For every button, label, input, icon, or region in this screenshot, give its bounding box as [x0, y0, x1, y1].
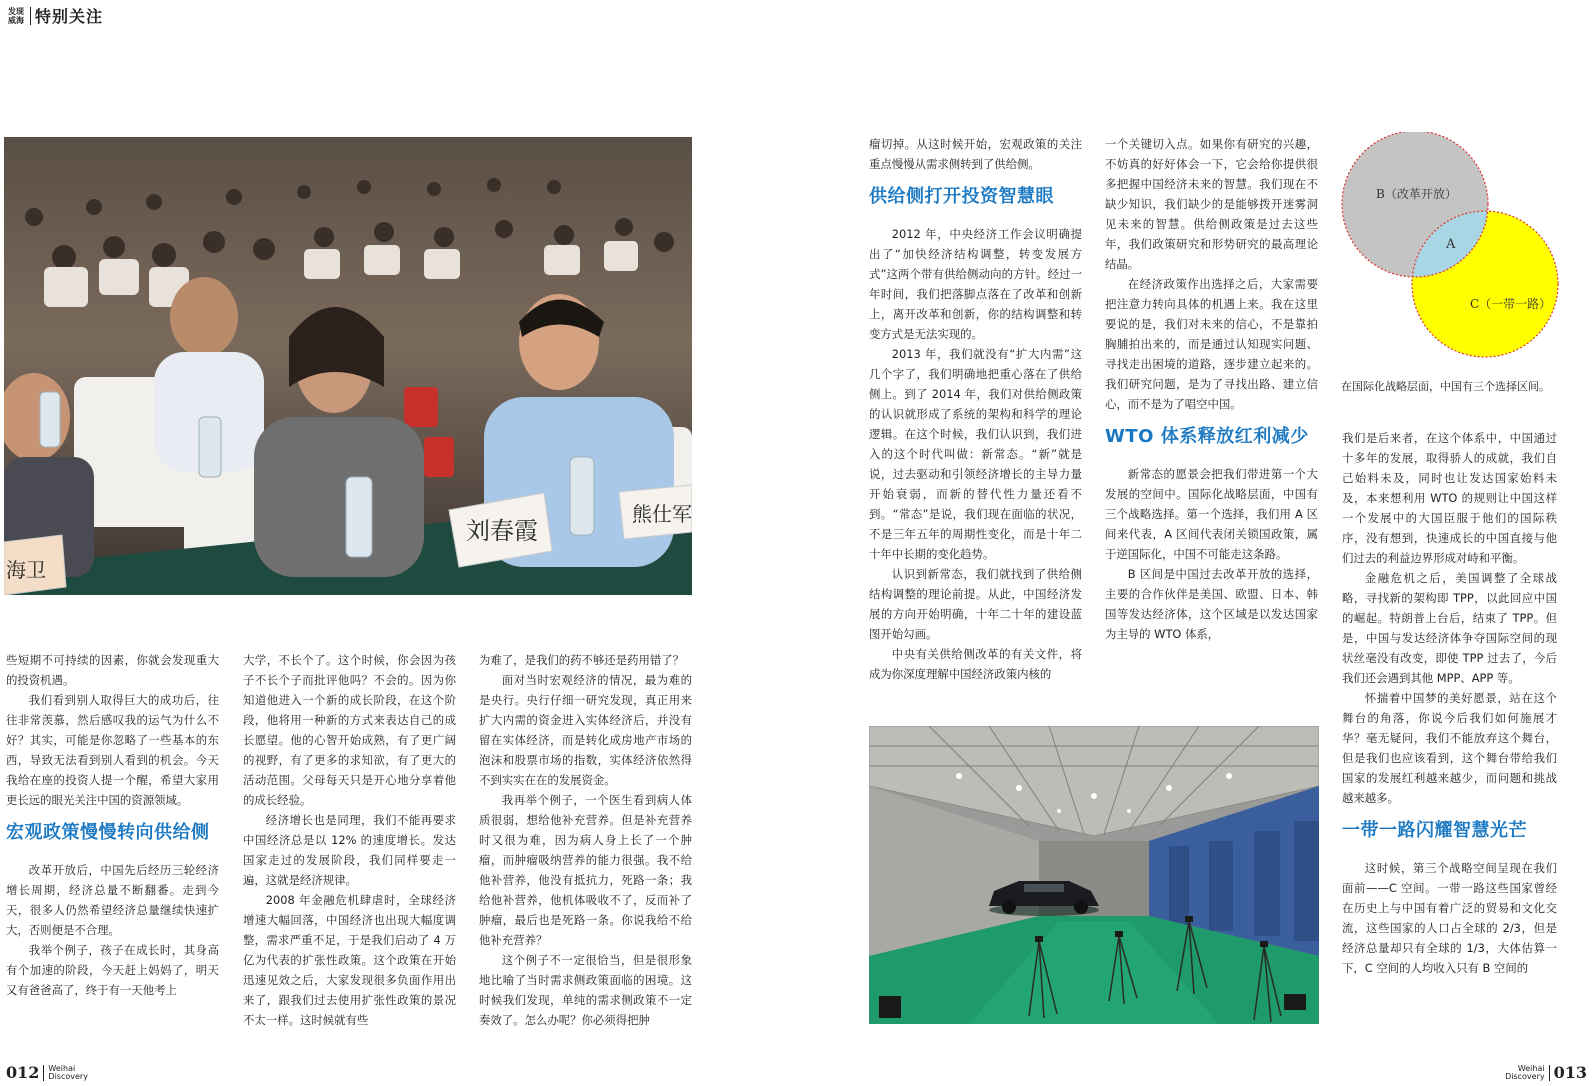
page-number: 012 [6, 1063, 40, 1082]
magazine-brand: Weihai Discovery [1505, 1063, 1545, 1081]
article-column-5 [1105, 134, 1318, 644]
name-card-text: 熊仕军 [632, 502, 692, 526]
paragraph: 2008 年金融危机肆虐时，全球经济增速大幅回落，中国经济也出现大幅度调整，需求严重不足，于是我们启动了 4 万亿为代表的扩张性政策。这个政策在开始迅速见效之后，大家发现很多负面作用出来了，跟我们过去使用扩张性政策的景况不太一样。这时候就有些 [243, 893, 456, 1027]
name-card-text: 海卫 [6, 558, 46, 582]
paragraph: 些短期不可持续的因素，你就会发现重大的投资机遇。 [6, 653, 219, 687]
page-number-right [1505, 1063, 1587, 1082]
folio-divider [43, 1065, 44, 1081]
paragraph: 在经济政策作出选择之后，大家需要把注意力转向具体的机遇上来。我在这里要说的是，我们对未来的信心，不是靠拍胸脯拍出来的，而是通过认知现实问题、寻找走出困境的道路，逐步建立起来的。我们研究问题，是为了寻找出路、建立信心，而不是为了唱空中国。 [1105, 277, 1318, 411]
conference-photo-image [4, 137, 692, 595]
article-column-1 [6, 650, 219, 1000]
paragraph: 经济增长也是同理，我们不能再要求中国经济总是以 12% 的速度增长。发达国家走过的发展阶段，我们同样要走一遍，这就是经济规律。 [243, 813, 456, 887]
paragraph: 为难了，是我们的药不够还是药用错了？ [479, 653, 685, 667]
paragraph: 2013 年，我们就没有“扩大内需”这几个字了，我们明确地把重心落在了供给侧上。到了 2014 年，我们对供给侧政策的认识就形成了系统的架构和科学的理论逻辑。在这个时候，我们认识到，我们进入的这个时代叫做：新常态。“新”就是说，过去驱动和引领经济增长的主导力量开始衰弱，而新的替代性力量还看不到。“常态”是说，我们现在面临的状况，不是三年五年的周期性变化，而是十年二十年中长期的变化趋势。 [869, 347, 1082, 561]
paragraph: 面对当时宏观经济的情况，最为难的是央行。央行仔细一研究发现，真正用来扩大内需的资金进入实体经济后，并没有留在实体经济，而是转化成房地产市场的泡沫和股票市场的指数，实体经济依然得不到实实在在的发展资金。 [479, 673, 692, 787]
paragraph: 大学，不长个了。这个时候，你会因为孩子不长个子而批评他吗？不会的。因为你知道他进入一个新的成长阶段，在这个阶段，他将用一种新的方式来表达自己的成长愿望。他的心智开始成熟，有了更广阔的视野，有了更多的求知欲，有了更大的活动范围。父母每天只是开心地分享着他的成长经验。 [243, 653, 456, 807]
paragraph: 认识到新常态，我们就找到了供给侧结构调整的理论前提。从此，中国经济发展的方向开始明确，十年二十年的建设蓝图开始勾画。 [869, 567, 1082, 641]
header-divider [30, 7, 31, 25]
paragraph: 改革开放后，中国先后经历三轮经济增长周期，经济总量不断翻番。走到今天，很多人仍然希望经济总量继续快速扩大，否则便是不合理。 [6, 863, 219, 937]
paragraph: 我们是后来者，在这个体系中，中国通过十多年的发展，取得骄人的成就，我们自己始料未及，同时也让发达国家始料未及，本来想利用 WTO 的规则让中国这样一个发展中的大国臣服于他们的国际秩序，没有想到，快速成长的中国直接与他们过去的利益边界形成对峙和平衡。 [1342, 431, 1557, 565]
name-card-text: 刘春霞 [466, 517, 538, 545]
article-column-2 [243, 650, 456, 1030]
paragraph: 一个关键切入点。如果你有研究的兴趣，不妨真的好好体会一下，它会给你提供很多把握中国经济未来的智慧。我们现在不缺少知识，我们缺少的是能够拨开迷雾洞见未来的智慧。供给侧政策是过去这些年，我们政策研究和形势研究的最高理论结晶。 [1105, 137, 1318, 271]
paragraph: 中央有关供给侧改革的有关文件，将成为你深度理解中国经济政策内核的 [869, 647, 1082, 681]
venn-label-b: B（改革开放） [1376, 187, 1457, 201]
section-heading: WTO 体系释放红利减少 [1105, 426, 1309, 447]
page-number: 013 [1553, 1063, 1587, 1082]
venn-diagram-svg [1340, 132, 1560, 367]
magazine-brand: Weihai Discovery [48, 1063, 88, 1081]
paragraph: 这时候，第三个战略空间呈现在我们面前——C 空间。一带一路这些国家曾经在历史上与中国有着广泛的贸易和文化交流，这些国家的人口占全球的 2/3，但是经济总量却只有全球的 1/3，大体估算一下，C 空间的人均收入只有 B 空间的 [1342, 861, 1557, 975]
paragraph: 2012 年，中央经济工作会议明确提出了“加快经济结构调整，转变发展方式”这两个带有供给侧动向的方针。经过一年时间，我们把落脚点落在了改革和创新上，离开改革和创新，你的结构调整和转变方式是无法实现的。 [869, 227, 1082, 341]
paragraph: 新常态的愿景会把我们带进第一个大发展的空间中。国际化战略层面，中国有三个战略选择。第一个选择，我们用 A 区间来代表，A 区间代表闭关锁国政策，属于逆国际化，中国不可能走这条路。 [1105, 467, 1318, 561]
article-column-3 [479, 650, 692, 1030]
venn-label-c: C（一带一路） [1470, 297, 1552, 311]
folio-divider [1549, 1065, 1550, 1081]
paragraph: 我再举个例子，一个医生看到病人体质很弱，想给他补充营养。但是补充营养时又很为难，因为病人身上长了一个肿瘤，而肿瘤吸纳营养的能力很强。我不给他补营养，他没有抵抗力，死路一条；我给他补营养，他机体吸收不了，反而补了肿瘤，最后也是死路一条。你说我给不给他补充营养？ [479, 793, 692, 947]
page-number-left [6, 1063, 88, 1082]
header-small-label: 发现 威海 [8, 6, 24, 25]
venn-caption: 在国际化战略层面，中国有三个选择区间。 [1341, 380, 1550, 393]
article-column-4 [869, 134, 1082, 684]
section-header [8, 4, 103, 27]
section-heading: 供给侧打开投资智慧眼 [869, 186, 1054, 207]
venn-label-a: A [1446, 237, 1456, 252]
paragraph: B 区间是中国过去改革开放的选择，主要的合作伙伴是美国、欧盟、日本、韩国等发达经济体，这个区域是以发达国家为主导的 WTO 体系， [1105, 567, 1318, 641]
paragraph: 金融危机之后，美国调整了全球战略，寻找新的架构即 TPP，以此回应中国的崛起。特朗普上台后，结束了 TPP。但是，中国与发达经济体争夺国际空间的现状丝毫没有改变，即使 TPP 过去了，今后我们还会遇到其他 MPP、APP 等。 [1342, 571, 1557, 685]
section-title: 特别关注 [35, 7, 104, 26]
paragraph: 我们看到别人取得巨大的成功后，往往非常羡慕，然后感叹我的运气为什么不好？其实，可能是你忽略了一些基本的东西，导致无法看到别人看到的机会。今天我给在座的投资人提一个醒，希望大家用更长远的眼光关注中国的资源领域。 [6, 693, 219, 807]
paragraph: 瘤切掉。从这时候开始，宏观政策的关注重点慢慢从需求侧转到了供给侧。 [869, 137, 1082, 171]
test-chamber-photo-image [869, 726, 1319, 1024]
section-heading: 一带一路闪耀智慧光芒 [1342, 820, 1527, 841]
paragraph: 这个例子不一定很恰当，但是很形象地比喻了当时需求侧政策面临的困境。这时候我们发现，单纯的需求侧政策不一定奏效了。怎么办呢？你必须得把肿 [479, 953, 692, 1027]
venn-diagram [1340, 132, 1560, 367]
section-heading: 宏观政策慢慢转向供给侧 [6, 822, 210, 843]
article-column-6 [1342, 428, 1557, 978]
test-chamber-photo [869, 726, 1319, 1024]
conference-photo [4, 137, 692, 595]
paragraph: 我举个例子，孩子在成长时，其身高有个加速的阶段，今天赶上妈妈了，明天又有爸爸高了，终于有一天他考上 [6, 943, 219, 997]
paragraph: 怀揣着中国梦的美好愿景，站在这个舞台的角落，你说今后我们如何施展才华？毫无疑问，我们不能放弃这个舞台，但是我们也应该看到，这个舞台带给我们国家的发展红利越来越少，而问题和挑战越来越多。 [1342, 691, 1557, 805]
